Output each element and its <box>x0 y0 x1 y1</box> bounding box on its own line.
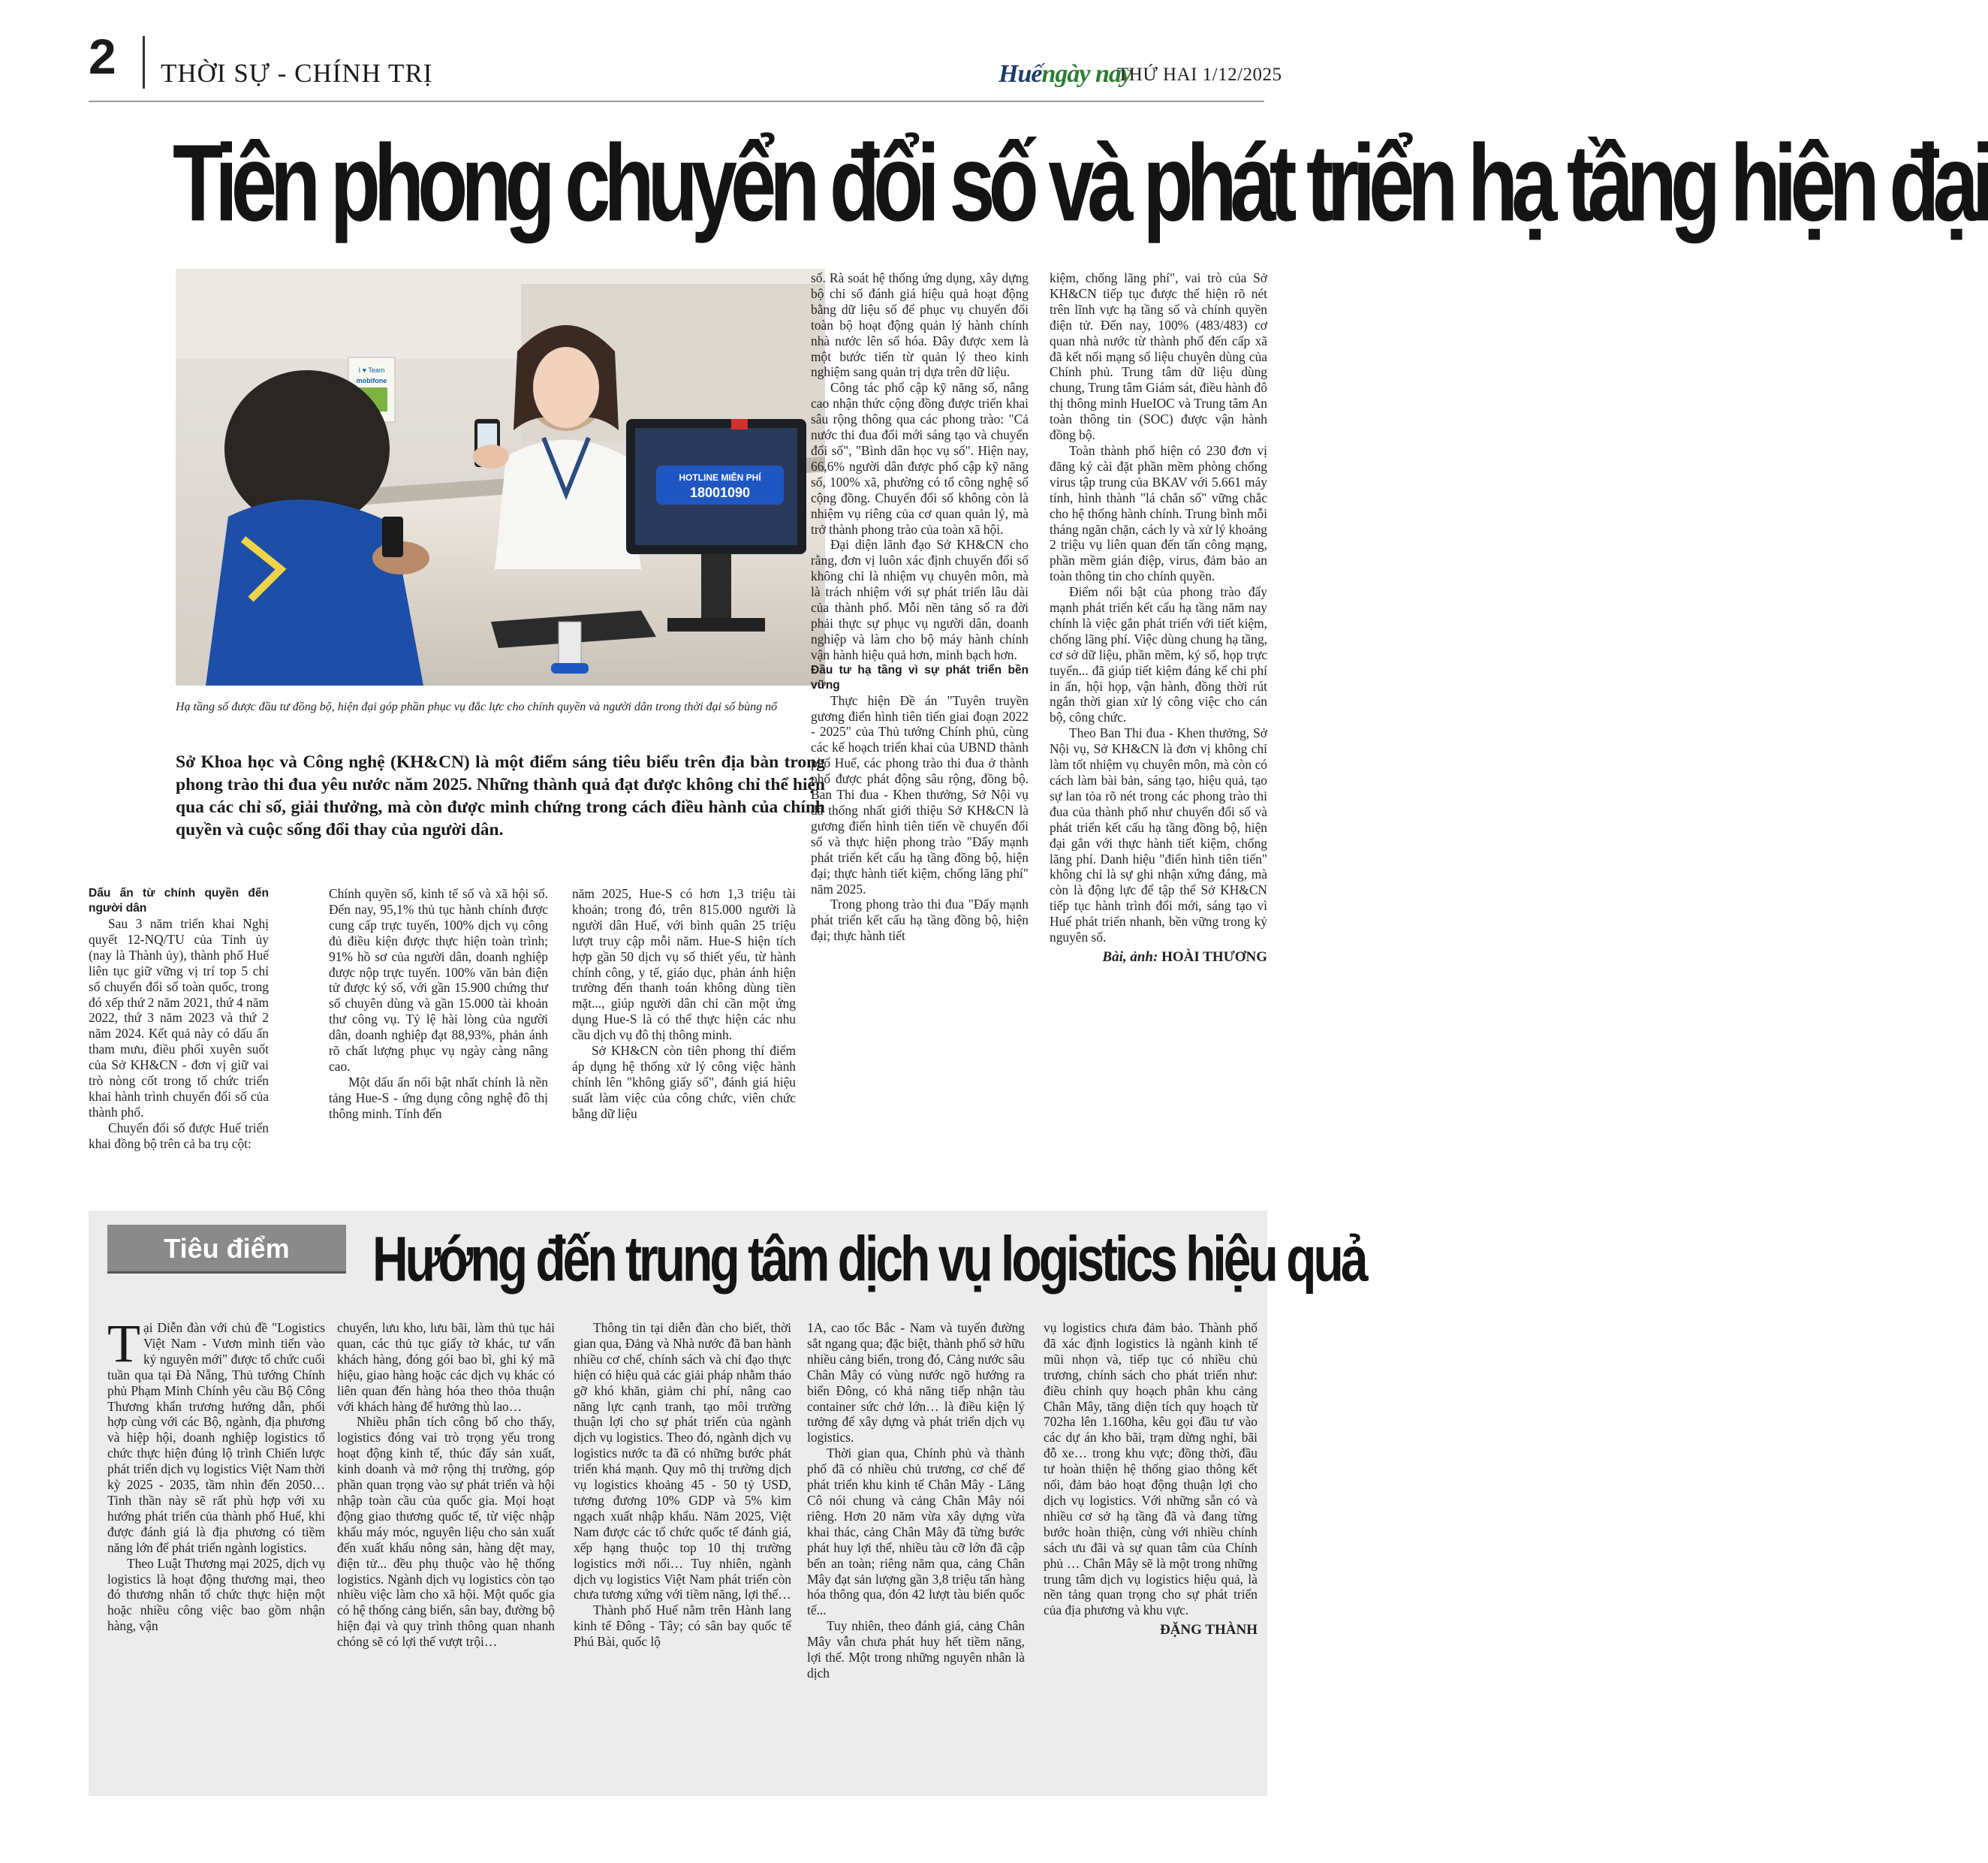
team-sign-brand: mobifone <box>356 377 387 384</box>
paragraph: Một dấu ấn nổi bật nhất chính là nền tảng Hue-S - ứng dụng công nghệ đô thị thông minh. Tính đến <box>329 1074 548 1121</box>
paragraph: Đại diện lãnh đạo Sở KH&CN cho rằng, đơn vị luôn xác định chuyển đổi số không chỉ là nhiệm vụ chuyên môn, mà là trách nhiệm với sự phát triển lâu dài của thành phố. Mỗi nền tảng số ra đời phải thực sự phục vụ người dân, doanh nghiệp và làm cho bộ máy hành chính vận hành hiệu quả hơn, minh bạch hơn. <box>811 537 1029 662</box>
paragraph: Nhiều phân tích công bố cho thấy, logistics đóng vai trò trọng yếu trong hoạt động kinh tế, thúc đẩy sản xuất, kinh doanh và mở rộng thị trường, góp phần quan trọng vào sự phát triển và hội nhập toàn cầu của quốc gia. Mọi hoạt động giao thương quốc tế, từ việc nhập khẩu máy móc, nguyên liệu cho sản xuất đến xuất khẩu nông sản, hàng dệt may, điện tử... đều phụ thuộc vào hệ thống logistics. Ngành dịch vụ logistics còn tạo nhiều việc làm cho xã hội. Một quốc gia có hệ thống cảng biển, sân bay, đường bộ hiện đại và quy trình thông quan nhanh chóng sẽ có lợi thế vượt trội… <box>337 1414 555 1650</box>
paragraph: Thành phố Huế nằm trên Hành lang kinh tế Đông - Tây; có sân bay quốc tế Phú Bài, quốc lộ <box>574 1602 791 1650</box>
brand-part-1: Huế <box>999 60 1042 88</box>
focus-column-4 <box>807 1320 1025 1681</box>
focus-column-1 <box>107 1313 325 1634</box>
byline-prefix: Bài, ảnh: <box>1102 948 1158 965</box>
focus-headline: Hướng đến trung tâm dịch vụ logistics hiệu quả <box>372 1222 1366 1295</box>
paragraph: 1A, cao tốc Bắc - Nam và tuyến đường sắt ngang qua; đặc biệt, thành phố sở hữu nhiều cảng biển, trong đó, Cảng nước sâu Chân Mây có vùng nước ngõ hướng ra biển Đông, có khả năng tiếp nhận tàu container sức chở lớn… là điều kiện lý tưởng để xây dựng và phát triển dịch vụ logistics. <box>807 1320 1025 1445</box>
paragraph: Thời gian qua, Chính phủ và thành phố đã có nhiều chủ trương, cơ chế để phát triển khu kinh tế Chân Mây - Lăng Cô nói chung và cảng Chân Mây nói riêng. Hơn 20 năm vừa xây dựng vừa khai thác, cảng Chân Mây đã từng bước phát huy lợi thế, nhiều tàu cỡ lớn đã cập bến an toàn; riêng năm qua, cảng Chân Mây đạt sản lượng gần 3,8 triệu tấn hàng hóa thông qua, đón 42 lượt tàu biển quốc tế... <box>807 1445 1025 1618</box>
paragraph: Sau 3 năm triển khai Nghị quyết 12-NQ/TU của Tỉnh ủy (nay là Thành ủy), thành phố Huế liên tục giữ vững vị trí top 5 chỉ số chuyển đổi số toàn quốc, trong đó xếp thứ 2 năm 2021, thứ 4 năm 2022, thứ 3 năm 2023 và thứ 2 năm 2024. Kết quả này có dấu ấn tham mưu, điều phối xuyên suốt của Sở KH&CN - đơn vị giữ vai trò nòng cốt trong tổ chức triển khai hành trình chuyển đổi số của thành phố. <box>89 916 269 1120</box>
paragraph: Theo Luật Thương mại 2025, dịch vụ logistics là hoạt động thương mại, theo đó thương nhân tổ chức thực hiện một hoặc nhiều công việc bao gồm nhận hàng, vận <box>107 1555 325 1634</box>
paragraph: Toàn thành phố hiện có 230 đơn vị đăng ký cài đặt phần mềm phòng chống virus tập trung của BKAV với 5.661 máy tính, hình thành "lá chắn số" vững chắc cho hệ thống hành chính. Trung bình mỗi tháng ngăn chặn, cách ly và xử lý khoảng 2 triệu vụ liên quan đến tấn công mạng, phần mềm gián điệp, virus, đảm bảo an toàn thông tin cho chính quyền. <box>1050 442 1267 584</box>
page-number: 2 <box>89 29 116 84</box>
paragraph: Sở KH&CN còn tiên phong thí điểm áp dụng hệ thống xử lý công việc hành chính lên "không giấy số", đánh giá hiệu suất làm việc của công chức, viên chức bằng dữ liệu <box>572 1043 796 1121</box>
newspaper-brand <box>999 60 1131 89</box>
article-column-5 <box>1050 270 1267 966</box>
paragraph: Thông tin tại diễn đàn cho biết, thời gian qua, Đảng và Nhà nước đã ban hành nhiều cơ chế, chính sách và chỉ đạo thực hiện có hiệu quả các giải pháp nhằm tháo gỡ khó khăn, giảm chi phí, nâng cao năng lực cạnh tranh, tạo môi trường thuận lợi cho sự phát triển của ngành dịch vụ logistics. Theo đó, ngành dịch vụ logistics nước ta đã có những bước phát triển khá mạnh. Quy mô thị trường dịch vụ logistics khoảng 45 - 50 tỷ USD, tương đương 10% GDP và 5% kim ngạch xuất nhập khẩu. Năm 2025, Việt Nam được các tổ chức quốc tế đánh giá, xếp hạng thuộc top 10 thị trường logistics mới nổi… Tuy nhiên, ngành dịch vụ logistics Việt Nam phát triển còn chưa tương xứng với tiềm năng, lợi thế… <box>574 1320 791 1602</box>
paragraph: Trong phong trào thi đua "Đẩy mạnh phát triển kết cấu hạ tầng đồng bộ, hiện đại; thực hành tiết <box>811 897 1029 944</box>
focus-tag-underline <box>107 1271 346 1274</box>
paragraph: kiệm, chống lãng phí", vai trò của Sở KH&CN tiếp tục được thể hiện rõ nét trên lĩnh vực hạ tầng số và chính quyền điện tử. Đến nay, 100% (483/483) cơ quan nhà nước từ thành phố đến cấp xã đã kết nối mạng số liệu chuyên dùng của Chính phủ. Trung tâm dữ liệu dùng chung, Trung tâm Giám sát, điều hành đô thị thông minh HueIOC và Trung tâm An toàn thông tin (SOC) được vận hành đồng bộ. <box>1050 270 1267 443</box>
article-byline <box>1050 950 1267 966</box>
brand-part-2: ngày nay <box>1041 60 1131 88</box>
paragraph-text: ại Diễn đàn với chủ đề "Logistics Việt Nam - Vươn mình tiến vào kỷ nguyên mới" được tổ chức cuối tuần qua tại Đà Nẵng, Thủ tướng Chính phủ Phạm Minh Chính yêu cầu Bộ Công Thương khẩn trương hướng dẫn, phối hợp cùng với các Bộ, ngành, địa phương và hiệp hội, doanh nghiệp logistics tổ chức thực hiện đúng lộ trình Chiến lược phát triển dịch vụ logistics Việt Nam thời kỳ 2025 - 2035, tầm nhìn đến 2050… Tinh thần này sẽ rất phù hợp với xu hướng phát triển của thành phố Huế, khi được đánh giá là địa phương có tiềm năng lớn để phát triển ngành logistics. <box>107 1320 325 1555</box>
paragraph: số. Rà soát hệ thống ứng dụng, xây dựng bộ chỉ số đánh giá hiệu quả hoạt động bằng dữ liệu số để phục vụ chuyển đổi toàn bộ hoạt động quản lý hành chính nhà nước lên số hóa. Đây được xem là một bước tiến từ quản lý theo kinh nghiệm sang quản trị dựa trên dữ liệu. <box>811 270 1029 380</box>
paragraph: Thực hiện Đề án "Tuyên truyền gương điển hình tiên tiến giai đoạn 2022 - 2025" của Thủ tướng Chính phủ, cùng các kế hoạch triển khai của UBND thành phố Huế, các phong trào thi đua ở thành phố được phát động sâu rộng, đồng bộ. Ban Thi đua - Khen thưởng, Sở Nội vụ đã thống nhất giới thiệu Sở KH&CN là gương điển hình tiên tiến về chuyển đổi số và thực hiện phong trào "Đẩy mạnh phát triển kết cấu hạ tầng đồng bộ, hiện đại; thực hành tiết kiệm, chống lãng phí" năm 2025. <box>811 692 1029 897</box>
focus-column-2 <box>337 1320 555 1650</box>
article-column-4 <box>811 270 1029 944</box>
paragraph: năm 2025, Hue-S có hơn 1,3 triệu tài khoản; trong đó, trên 815.000 người là người dân Huế, với bình quân 25 triệu lượt truy cập mỗi năm. Hue-S hiện tích hợp gần 50 dịch vụ số thiết yếu, từ hành chính công, y tế, giáo dục, phản ánh hiện trường đến thanh toán không dùng tiền mặt..., giúp người dân chỉ cần một ứng dụng Hue-S là có thể thực hiện các nhu cầu dịch vụ đô thị thông minh. <box>572 886 796 1043</box>
paragraph: Công tác phổ cập kỹ năng số, nâng cao nhận thức cộng đồng được triển khai sâu rộng thông qua các phong trào: "Cả nước thi đua đổi mới sáng tạo và chuyển đổi số", "Bình dân học vụ số". Hiện nay, 66,6% người dân được phổ cập kỹ năng số, 100% xã, phường có tổ công nghệ số cộng đồng. Chuyển đổi số không còn là nhiệm vụ riêng của cơ quan quản lý, mà trở thành phong trào của toàn xã hội. <box>811 380 1029 537</box>
hotline-number: 18001090 <box>689 485 751 500</box>
drop-cap: T <box>107 1313 140 1373</box>
paragraph <box>107 1313 325 1556</box>
header-rule <box>89 101 1264 102</box>
paragraph: Chuyển đổi số được Huế triển khai đồng bộ trên cả ba trụ cột: <box>89 1120 269 1151</box>
article-photo <box>176 269 825 686</box>
byline-name: HOÀI THƯƠNG <box>1161 948 1267 965</box>
focus-byline: ĐẶNG THÀNH <box>1159 1622 1258 1638</box>
hotline-label: HOTLINE MIỄN PHÍ <box>679 472 761 483</box>
article-column-2 <box>329 886 548 1122</box>
header-divider <box>143 36 145 89</box>
article-lead: Sở Khoa học và Công nghệ (KH&CN) là một điểm sáng tiêu biểu trên địa bàn trong phong trào thi đua yêu nước năm 2025. Những thành quả đạt được không chỉ thể hiện qua các chỉ số, giải thưởng, mà còn được minh chứng trong cách điều hành của chính quyền và cuộc sống đổi thay của người dân. <box>176 752 825 840</box>
paragraph: vụ logistics chưa đảm bảo. Thành phố đã xác định logistics là ngành kinh tế mũi nhọn và, tiếp tục có nhiều chủ trương, chính sách cho phát triển như: điều chỉnh quy hoạch phân khu cảng Chân Mây, tăng diện tích quy hoạch từ 702ha lên 1.160ha, kêu gọi đầu tư vào các dự án kho bãi, trạm dừng nghỉ, bãi đỗ xe… trong khu vực; đồng thời, đầu tư hoàn thiện hệ thống giao thông kết nối, đảm bảo hoạt động thuận lợi cho dịch vụ logistics. Với những sẵn có và nhiều cơ sở hạ tầng đã và đang từng bước hoàn thiện, cùng với nhiều chính sách ưu đãi và sự quan tâm của Chính phủ … Chân Mây sẽ là một trong những trung tâm dịch vụ logistics hiệu quả, là nền tảng quan trọng cho sự phát triển của địa phương và khu vực. <box>1044 1320 1258 1618</box>
section-title: THỜI SỰ - CHÍNH TRỊ <box>161 59 433 88</box>
paragraph: Theo Ban Thi đua - Khen thưởng, Sở Nội vụ, Sở KH&CN là đơn vị không chỉ làm tốt nhiệm vụ chuyên môn, mà còn có cách làm bài bản, sáng tạo, hiệu quả, tạo sự lan tỏa rõ nét trong các phong trào thi đua của thành phố như chuyển đổi số và phát triển kết cấu hạ tầng đồng bộ, hiện đại gắn với thực hành tiết kiệm, chống lãng phí. Danh hiệu "điển hình tiên tiến" không chỉ là sự ghi nhận xứng đáng, mà còn là động lực để tập thể Sở KH&CN tiếp tục hành trình đổi mới, sáng tạo vì Huế phát triển nhanh, bền vững trong kỷ nguyên số. <box>1050 725 1267 945</box>
article-column-3 <box>572 886 796 1122</box>
subhead-2: Đầu tư hạ tầng vì sự phát triển bền vững <box>811 663 1029 692</box>
paragraph: Điểm nổi bật của phong trào đẩy mạnh phát triển kết cấu hạ tầng năm nay chính là việc gắn phát triển với tiết kiệm, chống lãng phí. Việc dùng chung hạ tầng, cơ sở dữ liệu, phần mềm, ký số, họp trực tuyến... đã giúp tiết kiệm đáng kể chi phí in ấn, hội họp, vận hành, đồng thời rút ngắn thời gian xử lý công việc cho cán bộ, công chức. <box>1050 584 1267 725</box>
paragraph: chuyển, lưu kho, lưu bãi, làm thủ tục hải quan, các thủ tục giấy tờ khác, tư vấn khách hàng, đóng gói bao bì, ghi ký mã hiệu, giao hàng hoặc các dịch vụ khác có liên quan đến hàng hóa theo thỏa thuận với khách hàng để hưởng thù lao… <box>337 1320 555 1414</box>
issue-date: THỨ HAI 1/12/2025 <box>1117 65 1282 85</box>
focus-tag: Tiêu điểm <box>107 1225 346 1273</box>
focus-column-5 <box>1044 1320 1258 1638</box>
paragraph: Tuy nhiên, theo đánh giá, cảng Chân Mây vẫn chưa phát huy hết tiềm năng, lợi thế. Một trong những nguyên nhân là dịch <box>807 1618 1025 1681</box>
subhead-1: Dấu ấn từ chính quyền đến người dân <box>89 887 269 915</box>
photo-caption: Hạ tầng số được đầu tư đồng bộ, hiện đại góp phần phục vụ đắc lực cho chính quyền và người dân trong thời đại số bùng nổ <box>176 701 778 713</box>
article-headline: Tiên phong chuyển đổi số và phát triển hạ tầng hiện đại <box>173 122 1988 245</box>
team-sign-label: I ♥ Team <box>358 366 385 374</box>
focus-column-3 <box>574 1320 791 1650</box>
article-column-1 <box>89 886 269 1152</box>
paragraph: Chính quyền số, kinh tế số và xã hội số. Đến nay, 95,1% thủ tục hành chính được cung cấp trực tuyến, 100% dịch vụ công đủ điều kiện được thực hiện toàn trình; 91% hồ sơ của người dân, doanh nghiệp được nộp trực tuyến. 100% văn bản điện tử được ký số, với gần 15.900 chứng thư số chuyên dùng và gần 15.000 tài khoản thư công vụ. Tỷ lệ hài lòng của người dân, doanh nghiệp đạt 88,93%, phản ánh rõ chất lượng phục vụ ngày càng nâng cao. <box>329 886 548 1074</box>
photo-illustration <box>176 269 825 686</box>
